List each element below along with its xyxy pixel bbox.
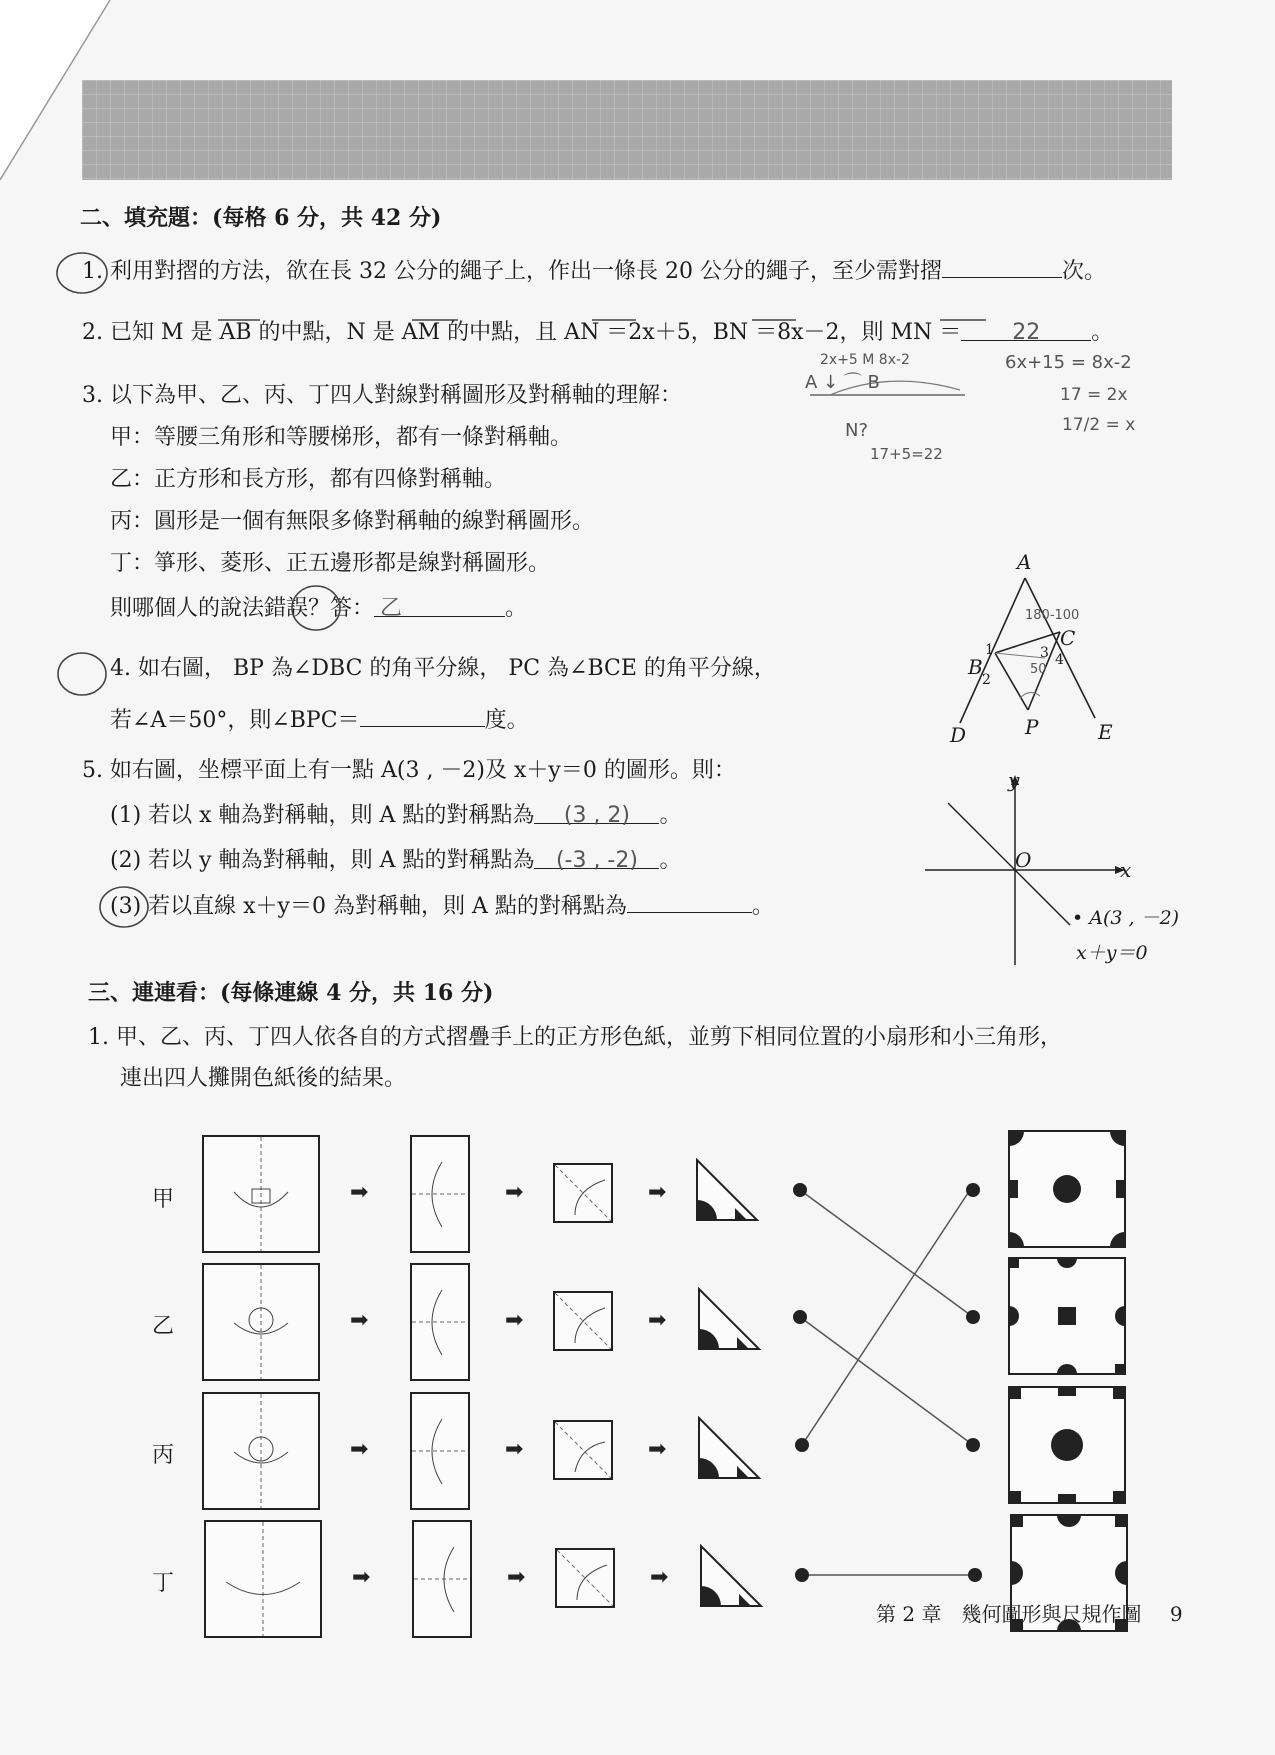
- folding-step-1: [202, 1392, 320, 1510]
- arrow-icon: ➡: [350, 1308, 369, 1333]
- q3-item: 丙：圓形是一個有無限多條對稱軸的線對稱圖形。: [110, 509, 595, 534]
- q4-angle-1: 1: [985, 642, 994, 658]
- folding-step-2: [410, 1263, 470, 1381]
- q5-line-label: x＋y＝0: [1076, 942, 1148, 964]
- q5-intro: 5. 如右圖，坐標平面上有一點 A(3 , －2)及 x＋y＝0 的圖形。則：: [82, 758, 736, 783]
- section3-heading: 三、連連看：(每條連線 4 分，共 16 分): [88, 980, 494, 1006]
- q1-circle-mark: [52, 248, 112, 298]
- q5-part1: (1) 若以 x 軸為對稱軸，則 A 點的對稱點為 (3 , 2) 。: [110, 803, 682, 828]
- match-dot-right[interactable]: [968, 1568, 982, 1582]
- q4-note-50: 50: [1030, 662, 1047, 677]
- folding-step-2: [410, 1392, 470, 1510]
- row-label-yi: 乙: [152, 1314, 175, 1339]
- arrow-icon: ➡: [505, 1437, 524, 1462]
- result-pattern: [1008, 1130, 1126, 1248]
- match-dot-right[interactable]: [966, 1438, 980, 1452]
- match-dot-left[interactable]: [793, 1310, 807, 1324]
- q2-work-eq2: 17 = 2x: [1060, 385, 1128, 405]
- q4-label-p: P: [1025, 715, 1039, 739]
- arrow-icon: ➡: [650, 1565, 669, 1590]
- page-footer: [876, 1598, 1183, 1627]
- q5-label-x: x: [1120, 858, 1132, 882]
- q4-line2: 若∠A＝50°，則∠BPC＝ 度。: [110, 708, 529, 733]
- q5-part3: (3) 若以直線 x＋y＝0 為對稱軸，則 A 點的對稱點為 。: [110, 894, 774, 919]
- folding-step-1: [204, 1520, 322, 1638]
- q3-ask: 則哪個人的說法錯誤？答： 乙 。: [110, 596, 528, 621]
- folding-step-2: [412, 1520, 472, 1638]
- folding-step-3: [555, 1548, 615, 1608]
- result-pattern: [1008, 1386, 1126, 1504]
- page-number: 9: [1169, 1602, 1183, 1626]
- q1-text: 1. 利用對摺的方法，欲在長 32 公分的繩子上，作出一條長 20 公分的繩子，至少需對摺 次。: [82, 259, 1106, 284]
- row-label-bing: 丙: [152, 1443, 175, 1468]
- folding-step-3: [553, 1291, 613, 1351]
- q4-label-e: E: [1098, 720, 1113, 744]
- q2-work-eq1: 6x+15 = 8x-2: [1005, 352, 1132, 373]
- arrow-icon: ➡: [505, 1308, 524, 1333]
- q4-circle-mark: [52, 648, 112, 700]
- match-dot-left[interactable]: [793, 1183, 807, 1197]
- arrow-icon: ➡: [648, 1180, 667, 1205]
- q3-circle-mark: [288, 582, 346, 634]
- q5-label-y: y: [1008, 768, 1020, 792]
- q3-intro: 3. 以下為甲、乙、丙、丁四人對線對稱圖形及對稱軸的理解：: [82, 383, 682, 408]
- match-dot-right[interactable]: [966, 1183, 980, 1197]
- match-dot-right[interactable]: [966, 1310, 980, 1324]
- q5-point-a: • A(3 , －2): [1072, 907, 1180, 929]
- cut-triangle: [699, 1544, 764, 1609]
- arrow-icon: ➡: [352, 1565, 371, 1590]
- arrow-icon: ➡: [648, 1308, 667, 1333]
- cut-triangle: [697, 1287, 762, 1352]
- q5-circle-mark: [94, 882, 154, 932]
- q4-note: 180-100: [1025, 608, 1080, 623]
- q3-item: 甲：等腰三角形和等腰梯形，都有一條對稱軸。: [110, 425, 573, 450]
- row-label-jia: 甲: [152, 1187, 175, 1212]
- q4-label-d: D: [950, 723, 967, 747]
- q4-label-c: C: [1060, 626, 1076, 650]
- cut-triangle: [695, 1158, 760, 1223]
- q5-part2: (2) 若以 y 軸為對稱軸，則 A 點的對稱點為 (-3 , -2) 。: [110, 848, 682, 873]
- q2-work-top: 2x+5 M 8x-2: [820, 352, 910, 368]
- folding-step-2: [410, 1135, 470, 1253]
- section2-heading: 二、填充題：(每格 6 分，共 42 分): [80, 205, 442, 231]
- q5-label-origin: O: [1015, 848, 1032, 872]
- q4-angle-4: 4: [1055, 652, 1064, 668]
- q2-overlines: [0, 316, 1275, 326]
- folding-step-3: [553, 1163, 613, 1223]
- q4-angle-2: 2: [982, 672, 991, 688]
- q4-line1: 4. 如右圖， BP 為∠DBC 的角平分線， PC 為∠BCE 的角平分線，: [110, 656, 776, 681]
- arrow-icon: ➡: [507, 1565, 526, 1590]
- folding-step-3: [553, 1420, 613, 1480]
- s3-q1-line2: 連出四人攤開色紙後的結果。: [120, 1066, 407, 1091]
- matching-lines: [790, 1180, 990, 1590]
- header-banner: [82, 80, 1172, 180]
- q2-work-n: N?: [845, 420, 869, 441]
- folding-step-1: [202, 1135, 320, 1253]
- arrow-icon: ➡: [350, 1437, 369, 1462]
- arrow-icon: ➡: [505, 1180, 524, 1205]
- q3-item: 丁：箏形、菱形、正五邊形都是線對稱圖形。: [110, 551, 551, 576]
- q2-work-ends: A ↓ ⌒ B: [805, 372, 880, 393]
- chapter-title: 第 2 章 幾何圖形與尺規作圖: [876, 1602, 1142, 1626]
- match-dot-left[interactable]: [795, 1568, 809, 1582]
- q4-label-a: A: [1017, 550, 1032, 574]
- match-dot-left[interactable]: [795, 1438, 809, 1452]
- q2-work-calc: 17+5=22: [870, 445, 943, 463]
- folding-step-1: [202, 1263, 320, 1381]
- cut-triangle: [697, 1416, 762, 1481]
- q3-item: 乙：正方形和長方形，都有四條對稱軸。: [110, 467, 507, 492]
- q4-label-b: B: [968, 655, 983, 679]
- arrow-icon: ➡: [648, 1437, 667, 1462]
- q2-work-eq3: 17/2 = x: [1062, 415, 1136, 435]
- result-pattern: [1008, 1257, 1126, 1375]
- row-label-ding: 丁: [152, 1571, 175, 1596]
- q2-text: 2. 已知 M 是 AB 的中點，N 是 AM 的中點，且 AN ＝2x＋5，BN ＝8x－2，則 MN ＝ 22 。: [82, 320, 1114, 345]
- s3-q1-line1: 1. 甲、乙、丙、丁四人依各自的方式摺疊手上的正方形色紙，並剪下相同位置的小扇形和小三角形，: [88, 1025, 1062, 1050]
- q4-angle-3: 3: [1040, 645, 1049, 661]
- arrow-icon: ➡: [350, 1180, 369, 1205]
